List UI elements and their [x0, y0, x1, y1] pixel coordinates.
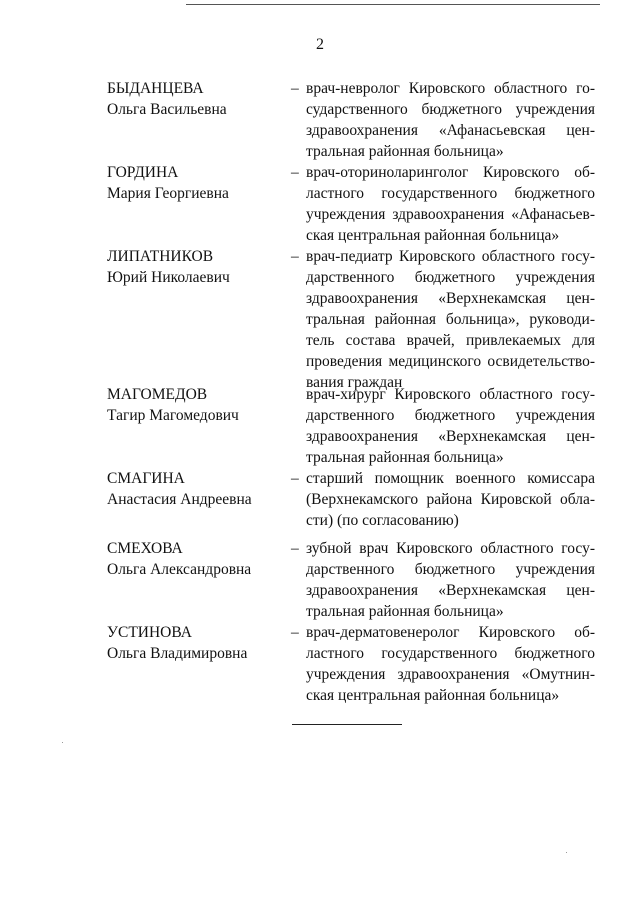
description-line: здравоохранения «Афанасьевская цен-: [306, 122, 595, 139]
surname: МАГОМЕДОВ: [107, 386, 208, 403]
person-name: [107, 468, 287, 510]
page-number: 2: [316, 36, 324, 53]
description-line: здравоохранения «Верхнекамская цен-: [306, 582, 595, 599]
surname: ГОРДИНА: [107, 164, 179, 181]
surname: УСТИНОВА: [107, 624, 192, 641]
description-line: врач-педиатр Кировского областного госу-: [306, 248, 595, 265]
position-description: [306, 384, 595, 468]
description-line: учреждения здравоохранения «Афанасьев-: [306, 206, 595, 223]
description-line: ластного государственного бюджетного: [306, 645, 595, 662]
person-name: [107, 246, 287, 288]
position-description: [306, 162, 595, 246]
person-name: [107, 538, 287, 580]
position-description: [306, 78, 595, 162]
description-line: дарственного бюджетного учреждения: [306, 561, 595, 578]
description-line: (Верхнекамского района Кировской обла-: [306, 491, 595, 508]
dash: –: [291, 624, 299, 641]
person-name: [107, 162, 287, 204]
position-description: [306, 538, 595, 622]
description-line: здравоохранения «Верхнекамская цен-: [306, 428, 595, 445]
description-line: тральная районная больница»: [306, 603, 504, 620]
description-line: врач-невролог Кировского областного го-: [306, 80, 595, 97]
description-line: тель состава врачей, привлекаемых для: [306, 332, 595, 349]
description-line: тральная районная больница», руководи-: [306, 311, 595, 328]
surname: ЛИПАТНИКОВ: [107, 248, 214, 265]
given-names: Анастасия Андреевна: [107, 491, 252, 508]
given-names: Ольга Владимировна: [107, 645, 248, 662]
description-line: дарственного бюджетного учреждения: [306, 269, 595, 286]
dash: –: [291, 540, 299, 557]
description-line: врач-хирург Кировского областного госу-: [306, 386, 595, 403]
description-line: учреждения здравоохранения «Омутнин-: [306, 666, 595, 683]
scan-speck: [62, 742, 63, 743]
surname: СМЕХОВА: [107, 540, 183, 557]
description-line: сударственного бюджетного учреждения: [306, 101, 595, 118]
description-line: старший помощник военного комиссара: [306, 470, 595, 487]
description-line: ская центральная районная больница»: [306, 227, 560, 244]
scan-speck: [566, 852, 567, 853]
person-name: [107, 622, 287, 664]
description-line: тральная районная больница»: [306, 449, 504, 466]
end-rule: [292, 724, 402, 725]
given-names: Ольга Васильевна: [107, 101, 227, 118]
given-names: Юрий Николаевич: [107, 269, 230, 286]
position-description: [306, 468, 595, 531]
dash: –: [291, 470, 299, 487]
given-names: Мария Георгиевна: [107, 185, 229, 202]
given-names: Ольга Александровна: [107, 561, 252, 578]
position-description: [306, 246, 595, 393]
description-line: тральная районная больница»: [306, 143, 504, 160]
description-line: ская центральная районная больница»: [306, 687, 560, 704]
dash: –: [291, 80, 299, 97]
description-line: врач-оториноларинголог Кировского об-: [306, 164, 595, 181]
person-name: [107, 78, 287, 120]
description-line: проведения медицинского освидетельство-: [306, 353, 595, 370]
surname: СМАГИНА: [107, 470, 185, 487]
given-names: Тагир Магомедович: [107, 407, 239, 424]
description-line: вания граждан: [306, 374, 403, 391]
description-line: врач-дерматовенеролог Кировского об-: [306, 624, 595, 641]
description-line: здравоохранения «Верхнекамская цен-: [306, 290, 595, 307]
description-line: зубной врач Кировского областного госу-: [306, 540, 595, 557]
dash: –: [291, 248, 299, 265]
top-rule: [186, 4, 600, 5]
person-name: [107, 384, 287, 426]
description-line: ластного государственного бюджетного: [306, 185, 595, 202]
position-description: [306, 622, 595, 706]
dash: –: [291, 164, 299, 181]
surname: БЫДАНЦЕВА: [107, 80, 204, 97]
description-line: сти) (по согласованию): [306, 512, 459, 529]
description-line: дарственного бюджетного учреждения: [306, 407, 595, 424]
